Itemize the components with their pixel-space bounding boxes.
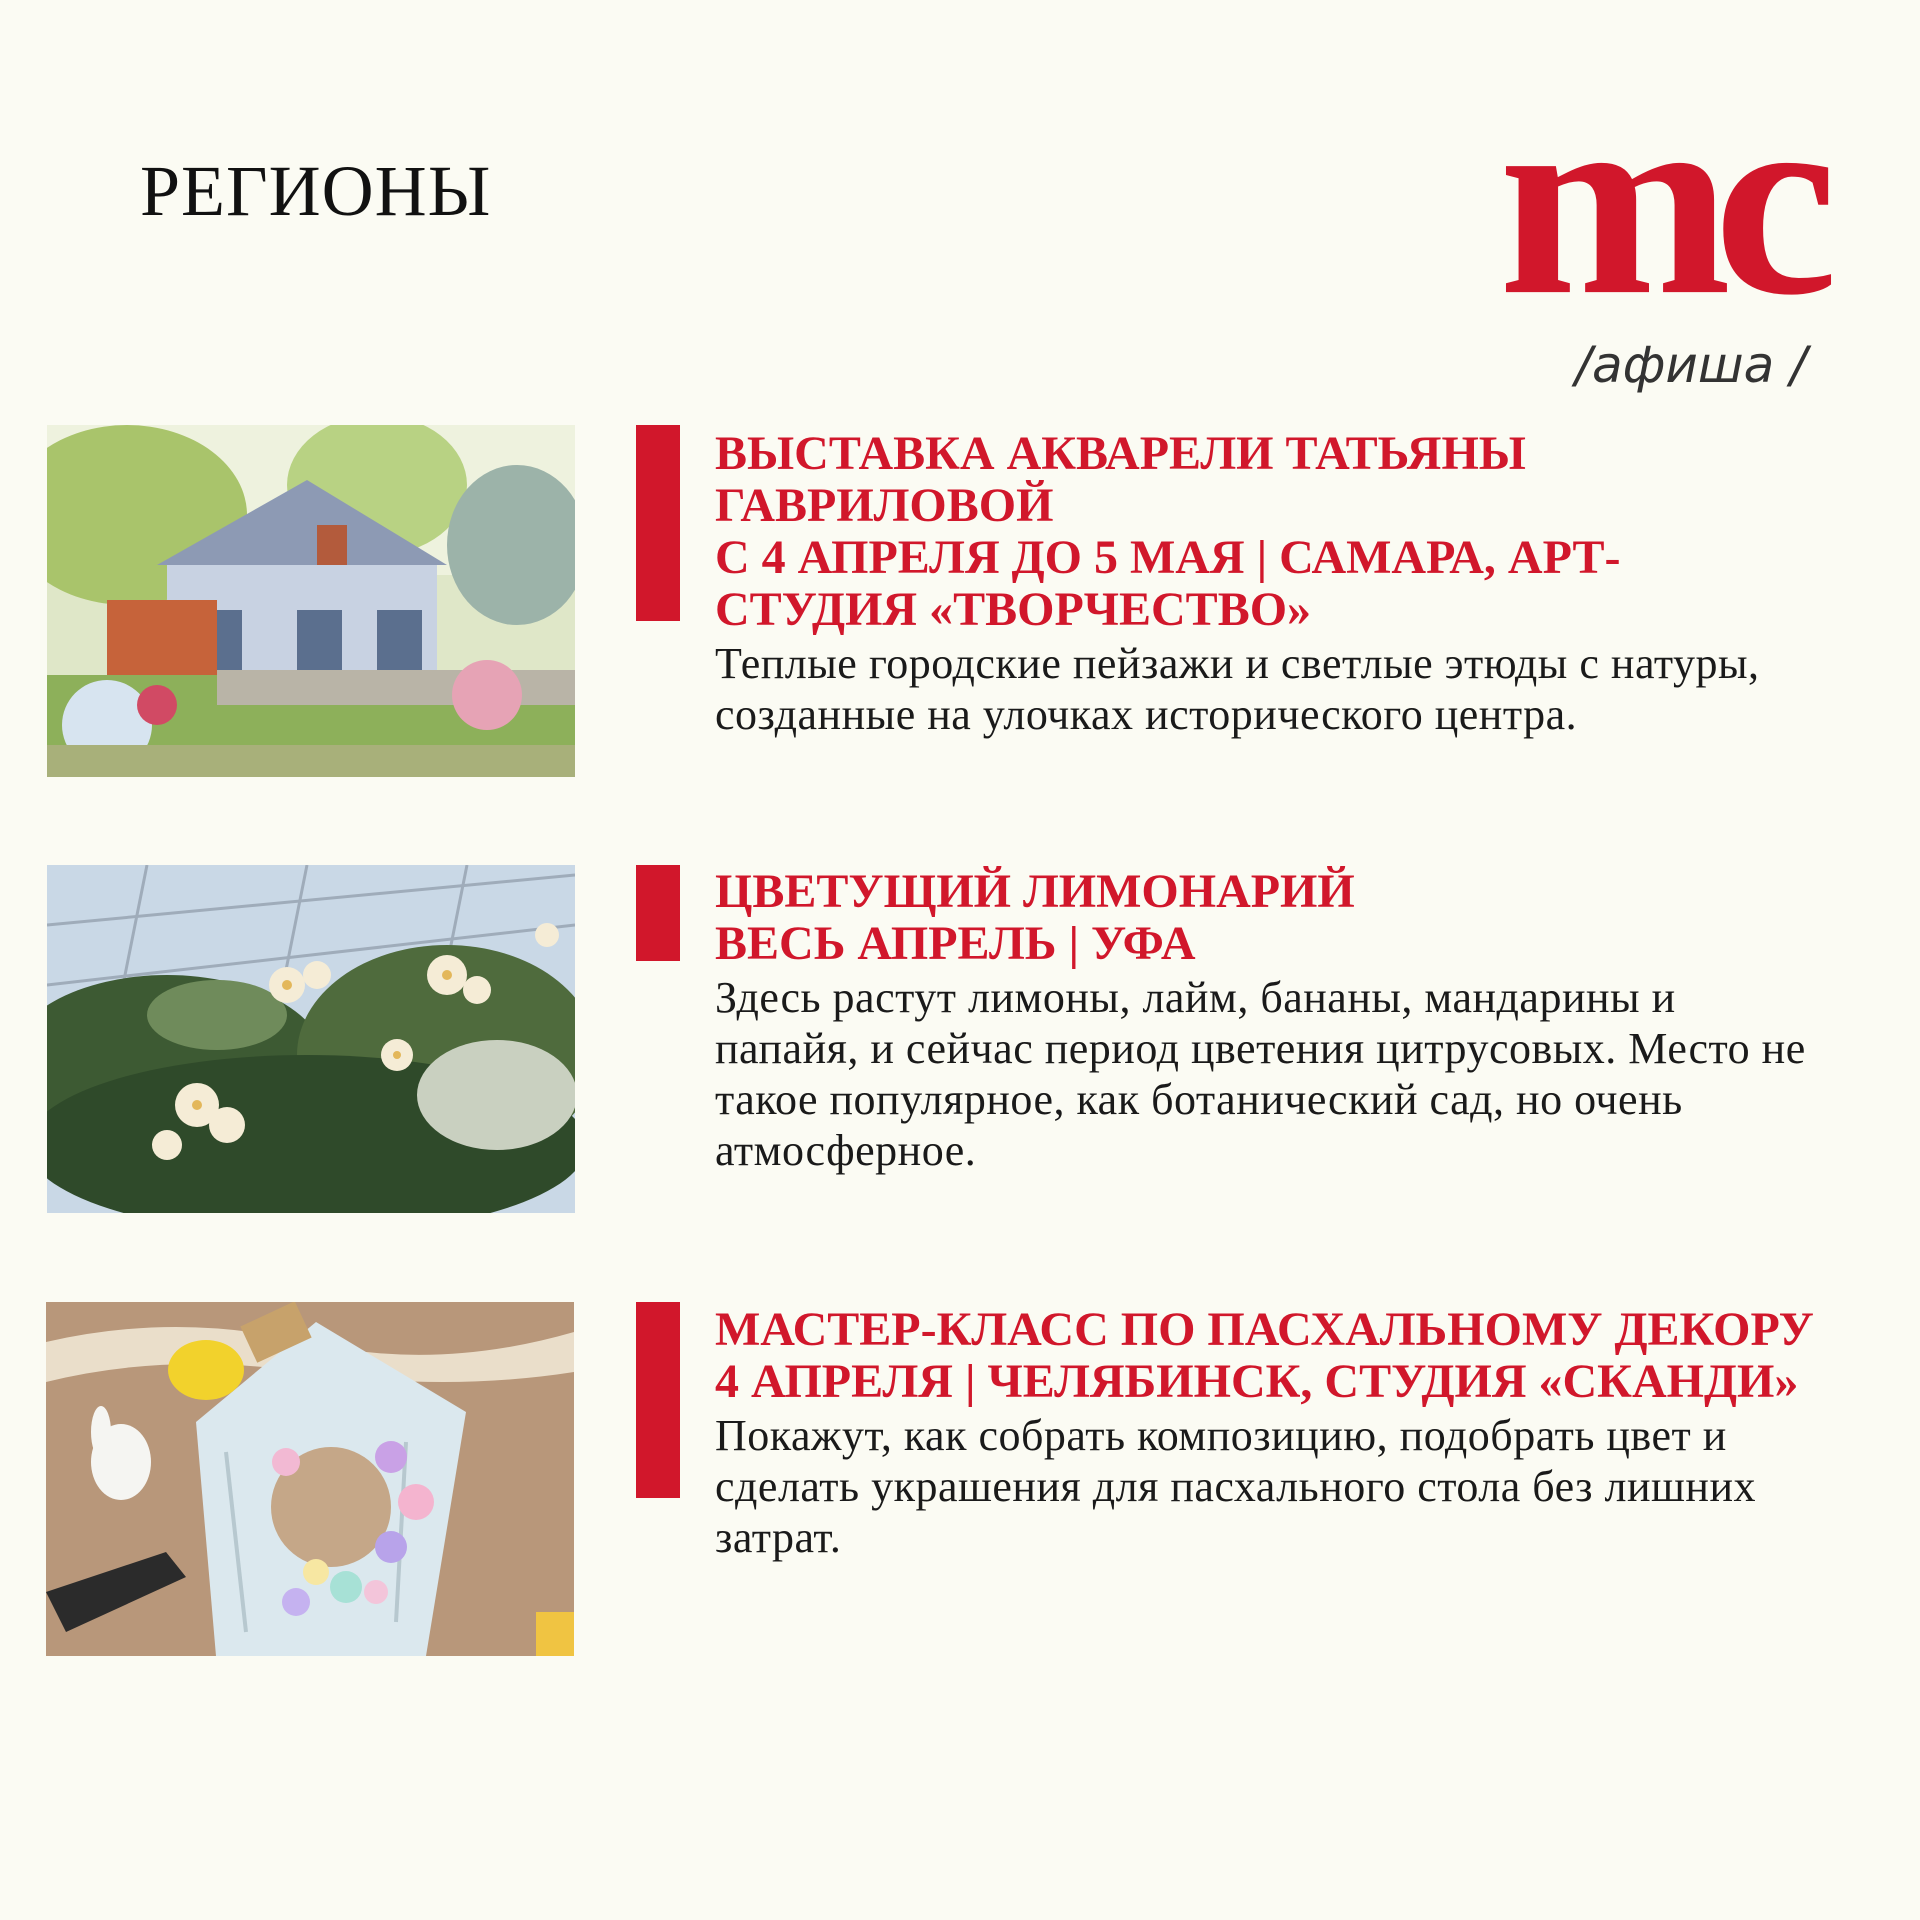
event-text <box>715 1304 1815 1563</box>
easter-decor-image <box>46 1302 574 1656</box>
accent-bar <box>636 425 680 621</box>
watercolor-house-image <box>47 425 575 777</box>
tagline: /афиша / <box>1575 336 1807 394</box>
event-title: ЦВЕТУЩИЙ ЛИМОНАРИЙ <box>715 865 1355 918</box>
event-date-location: ВЕСЬ АПРЕЛЬ | УФА <box>715 917 1196 970</box>
event-description: Теплые городские пейзажи и светлые этюды с натуры, созданные на улочках исторического центра. <box>715 639 1760 739</box>
brand-logo[interactable] <box>1440 47 1820 352</box>
event-date-location: С 4 АПРЕЛЯ ДО 5 МАЯ | САМАРА, АРТ-СТУДИЯ «ТВОРЧЕСТВО» <box>715 531 1621 636</box>
accent-bar <box>636 865 680 961</box>
event-date-location: 4 АПРЕЛЯ | ЧЕЛЯБИНСК, СТУДИЯ «СКАНДИ» <box>715 1355 1799 1408</box>
section-title: РЕГИОНЫ <box>140 151 492 231</box>
event-description: Здесь растут лимоны, лайм, бананы, мандарины и папайя, и сейчас период цветения цитрусовых. Место не такое популярное, как ботанический сад, но очень атмосферное. <box>715 973 1806 1175</box>
accent-bar <box>636 1302 680 1498</box>
event-text <box>715 866 1815 1176</box>
event-text <box>715 428 1815 740</box>
event-title: МАСТЕР-КЛАСС ПО ПАСХАЛЬНОМУ ДЕКОРУ <box>715 1303 1814 1356</box>
event-title: ВЫСТАВКА АКВАРЕЛИ ТАТЬЯНЫ ГАВРИЛОВОЙ <box>715 427 1526 532</box>
citrus-blossom-image <box>47 865 575 1213</box>
event-description: Покажут, как собрать композицию, подобрать цвет и сделать украшения для пасхального стола без лишних затрат. <box>715 1411 1757 1562</box>
logo-text: mc <box>1498 47 1820 352</box>
